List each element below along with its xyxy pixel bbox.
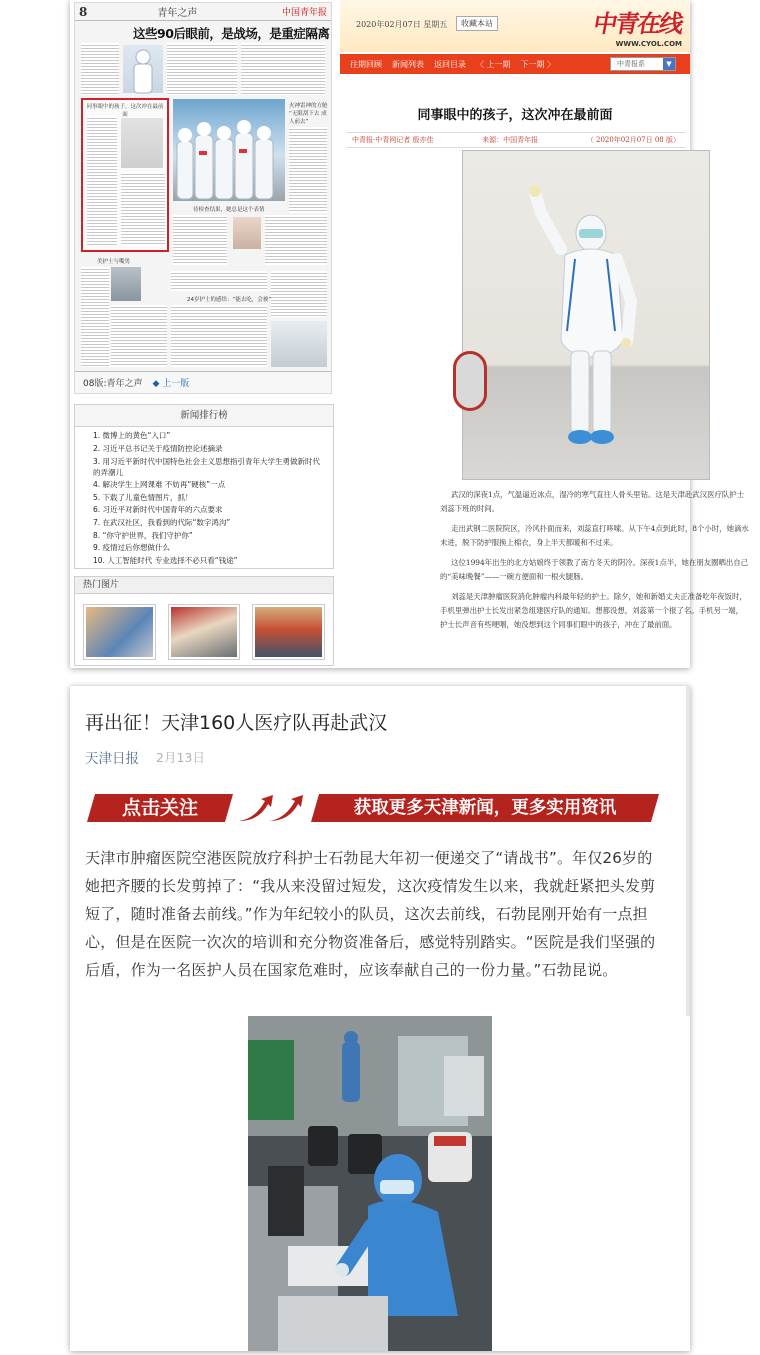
- nurse-thumbnail-photo: [123, 45, 163, 93]
- wechat-article-screenshot: [70, 686, 690, 1351]
- text-column: [241, 43, 325, 95]
- site-nav-bar: [340, 54, 690, 74]
- publication-select[interactable]: [610, 57, 676, 71]
- text-column: [171, 305, 267, 367]
- hospital-scene: [248, 1016, 492, 1351]
- hot-photo-thumbnail[interactable]: [83, 604, 156, 660]
- text-column: [289, 127, 327, 213]
- nurse-in-suit-figure: [463, 151, 711, 481]
- ranking-item[interactable]: 1. 微博上的黄色“入口”: [93, 431, 171, 440]
- nurse-figure-icon: [123, 45, 163, 93]
- newspaper-site-screenshot: [70, 0, 749, 668]
- nurse-portrait-photo: [233, 217, 261, 249]
- highlighted-story-box[interactable]: [81, 98, 169, 252]
- nav-next-issue[interactable]: 下一期 〉: [520, 59, 556, 69]
- wechat-article-body: 天津市肿瘤医院空港医院放疗科护士石勃昆大年初一便递交了“请战书”。年仅26岁的她把齐腰的长发剪掉了：“我从来没留过短发，这次疫情发生以来，我就赶紧把头发剪短了，随时准备去前线。”作为年纪较小的队员，这次去前线，石勃昆刚开始有一点担心，但是在医院一次次的培训和充分物资准备后，感觉特别踏实。“医院是我们坚强的后盾，作为一名医护人员在国家危难时，应该奉献自己的一份力量。”石勃昆说。: [85, 849, 656, 979]
- scrollbar[interactable]: [686, 686, 690, 1016]
- ranking-item[interactable]: 2. 习近平总书记关于疫情防控论述摘录: [93, 443, 223, 453]
- article-body: [440, 488, 750, 638]
- text-column: [173, 215, 227, 265]
- nurse-at-station-photo: [248, 1016, 492, 1351]
- nav-back-to-index[interactable]: 返回目录: [434, 59, 466, 69]
- article-byline: [346, 132, 686, 148]
- lower-left-photo: [111, 267, 141, 301]
- follow-banner[interactable]: [85, 791, 658, 825]
- ranking-item[interactable]: 9. 疫情过后你想做什么: [93, 543, 171, 553]
- site-logo[interactable]: 中青在线: [591, 9, 685, 38]
- bottom-story-caption: 24岁护士的感悟：“能去吃，会被”: [187, 297, 272, 303]
- page-number: 8: [79, 4, 88, 19]
- team-figures-icon: [173, 99, 285, 201]
- text-column: [171, 271, 267, 291]
- article-title: 同事眼中的孩子，这次冲在最前面: [417, 108, 613, 123]
- hot-photos-title: 热门图片: [75, 577, 333, 594]
- nav-archive[interactable]: 往期回顾: [350, 59, 382, 69]
- ranking-item[interactable]: 4. 解决学生上网课难 不妨再“硬核”一点: [93, 480, 226, 490]
- nurse-protective-suit-photo: [462, 150, 710, 480]
- right-top-caption: 火神雷神的方舱 “无限刮下去 成人前去”: [289, 103, 328, 125]
- hot-photo-thumbnail[interactable]: [252, 604, 325, 660]
- article-paragraph: 刘蕊是天津肿瘤医院消化肿瘤内科最年轻的护士。除夕，她和新婚丈夫正准备吃年夜饭时，手机里弹出护士长发出紧急组建医疗队的通知。想都没想，刘蕊第一个报了名。手机另一端，护士长声音有些哽咽，她没想到这个同事们眼中的孩子，冲在了最前面。: [440, 592, 747, 629]
- footer-page-label: 08版:青年之声: [83, 379, 143, 389]
- follow-banner-left: [87, 794, 233, 822]
- follow-banner-right: [311, 794, 659, 822]
- news-ranking-panel: [74, 404, 334, 569]
- byline-source: 来源：中国青年报: [482, 136, 539, 144]
- lower-left-caption: 美护士与嘴男: [97, 259, 131, 265]
- hot-photo-thumbnail[interactable]: [168, 604, 241, 660]
- byline-author: 中青报·中青网记者 殷亦佳: [352, 136, 434, 144]
- newspaper-footer: [75, 371, 331, 393]
- double-arrow-icon: [235, 791, 309, 825]
- follow-banner-right-text: 获取更多天津新闻，更多实用资讯: [353, 798, 617, 818]
- ranking-list: [75, 427, 333, 567]
- nav-news-list[interactable]: 新闻列表: [392, 59, 424, 69]
- text-column: [81, 43, 119, 95]
- boxed-story-caption: 同事眼中的孩子，这次冲在最前面: [86, 104, 164, 118]
- ranking-item[interactable]: 3. 用习近平新时代中国特色社会主义思想指引青年大学生勇做新时代的弄潮儿: [93, 457, 321, 478]
- nav-prev-issue[interactable]: 〈 上一期: [476, 59, 511, 69]
- text-column: [121, 172, 165, 246]
- favorite-button[interactable]: 收藏本站: [456, 16, 498, 31]
- couple-photo: [271, 321, 327, 367]
- prev-page-link[interactable]: ◆ 上一版: [152, 379, 190, 389]
- publish-date: 2月13日: [156, 750, 205, 765]
- text-column: [271, 271, 327, 317]
- account-name-link[interactable]: 天津日报: [85, 751, 139, 767]
- article-paragraph: 走出武钢二医院院区，冷风扑面而来，刘蕊直打哆嗦。从下午4点到此时，8个小时，她滴水未进，脱下防护服换上棉衣，身上半天都暖和不过来。: [440, 524, 749, 547]
- site-header: [340, 0, 690, 52]
- hot-photos-panel: [74, 576, 334, 666]
- publication-select-value: 中青报系: [617, 60, 645, 68]
- site-url: WWW.CYOL.COM: [615, 40, 682, 48]
- text-column: [265, 215, 327, 265]
- ranking-title: 新闻排行榜: [75, 405, 333, 427]
- ranking-item[interactable]: 5. 下载了儿童色情图片，抓！: [93, 492, 193, 502]
- text-column: [111, 305, 167, 367]
- newspaper-header: [75, 3, 331, 21]
- site-date: 2020年02月07日 星期五: [356, 20, 448, 29]
- medical-team-photo: [173, 99, 285, 201]
- ranking-item[interactable]: 6. 习近平对新时代中国青年的六点要求: [93, 505, 223, 515]
- ranking-item[interactable]: 7. 在武汉社区，我看到的代际“数字鸿沟”: [93, 517, 231, 527]
- follow-banner-left-text: 点击关注: [121, 797, 198, 819]
- article-paragraph: 这位1994年出生的北方姑娘终于领教了南方冬天的阴冷。深夜1点半，她在朋友圈晒出自己的“美味晚餐”——一碗方便面和一根火腿肠。: [440, 558, 749, 581]
- newspaper-headline: 这些90后眼前，是战场，是重症隔离: [133, 26, 330, 41]
- section-name: 青年之声: [157, 8, 198, 19]
- article-paragraph: 武汉的深夜1点，气温逼近冰点，湿冷的寒气直往人骨头里钻。这是天津赴武汉医疗队护士刘蕊下班的时间。: [440, 490, 745, 513]
- ranking-item[interactable]: 10. 人工智能时代 专业选择不必只看“钱途”: [93, 555, 238, 565]
- byline-date: （ 2020年02月07日 08 版）: [586, 136, 680, 144]
- newspaper-page-image[interactable]: [74, 2, 332, 394]
- wechat-article-title: 再出征！天津160人医疗队再赴武汉: [85, 712, 388, 734]
- chevron-down-icon: ▼: [663, 58, 675, 70]
- prev-page-label: 上一版: [162, 379, 190, 389]
- text-column: [87, 116, 117, 246]
- text-column: [81, 267, 109, 367]
- middle-photo-caption: 待检查结果，她总是这个表情: [193, 207, 265, 213]
- masthead: 中国青年报: [281, 8, 327, 18]
- ranking-item[interactable]: 8. “你守护世界，我们守护你”: [93, 530, 193, 540]
- text-column: [167, 43, 237, 95]
- heater-fan-shape: [453, 351, 487, 411]
- boxed-story-photo: [121, 118, 163, 168]
